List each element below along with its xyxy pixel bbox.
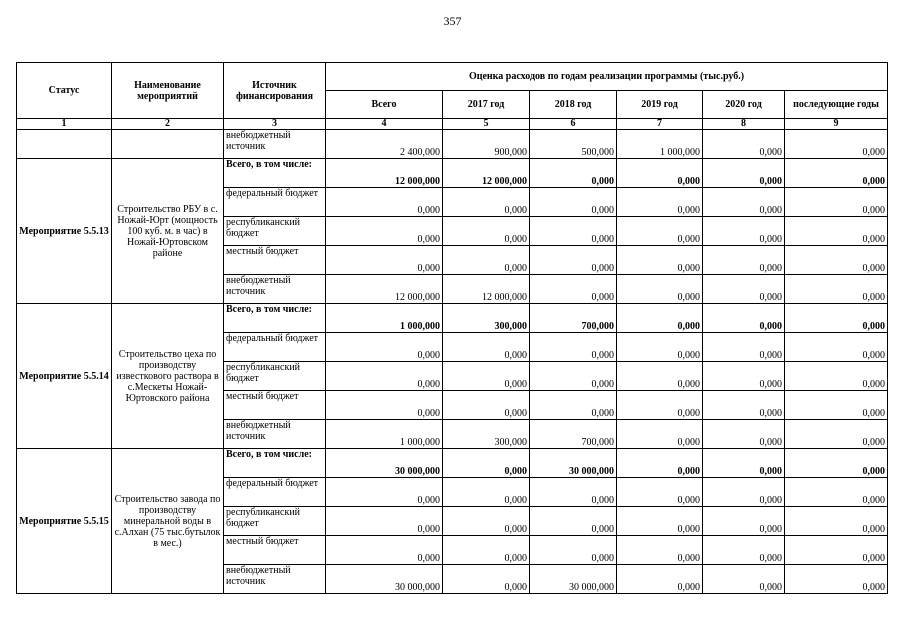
value-cell: 0,000 xyxy=(703,420,785,449)
header-name: Наименование мероприятий xyxy=(112,63,224,119)
value-cell: 0,000 xyxy=(443,362,530,391)
table-body xyxy=(17,130,888,594)
value-cell: 12 000,000 xyxy=(443,275,530,304)
value-cell: 0,000 xyxy=(617,565,703,594)
value-cell: 12 000,000 xyxy=(443,159,530,188)
value-cell: 0,000 xyxy=(326,333,443,362)
value-cell: 0,000 xyxy=(530,275,617,304)
source-cell: республиканский бюджет xyxy=(224,362,326,391)
value-cell: 0,000 xyxy=(617,159,703,188)
value-cell: 0,000 xyxy=(530,246,617,275)
value-cell: 0,000 xyxy=(326,478,443,507)
name-cell: Строительство РБУ в с. Ножай-Юрт (мощность 100 куб. м. в час) в Ножай-Юртовском районе xyxy=(112,159,224,304)
status-cell: Мероприятие 5.5.13 xyxy=(17,159,112,304)
value-cell: 30 000,000 xyxy=(530,565,617,594)
name-cell xyxy=(112,130,224,159)
value-cell: 0,000 xyxy=(530,391,617,420)
value-cell: 500,000 xyxy=(530,130,617,159)
value-cell: 700,000 xyxy=(530,420,617,449)
source-cell: Всего, в том числе: xyxy=(224,449,326,478)
table-row xyxy=(17,304,888,333)
value-cell: 30 000,000 xyxy=(326,565,443,594)
column-number: 2 xyxy=(112,119,224,130)
source-cell: местный бюджет xyxy=(224,391,326,420)
value-cell: 0,000 xyxy=(703,188,785,217)
value-cell: 0,000 xyxy=(617,420,703,449)
value-cell: 0,000 xyxy=(326,536,443,565)
header-2017: 2017 год xyxy=(443,91,530,119)
name-cell: Строительство цеха по производству известкового раствора в с.Мескеты Ножай-Юртовского района xyxy=(112,304,224,449)
header-later-years: последующие годы xyxy=(785,91,888,119)
value-cell: 0,000 xyxy=(785,304,888,333)
value-cell: 0,000 xyxy=(443,507,530,536)
source-cell: федеральный бюджет xyxy=(224,333,326,362)
value-cell: 0,000 xyxy=(617,188,703,217)
value-cell: 0,000 xyxy=(703,478,785,507)
value-cell: 0,000 xyxy=(443,565,530,594)
source-cell: местный бюджет xyxy=(224,536,326,565)
source-cell: местный бюджет xyxy=(224,246,326,275)
value-cell: 0,000 xyxy=(617,478,703,507)
value-cell: 0,000 xyxy=(530,159,617,188)
value-cell: 0,000 xyxy=(785,565,888,594)
header-total: Всего xyxy=(326,91,443,119)
value-cell: 0,000 xyxy=(703,536,785,565)
column-number-row xyxy=(17,119,888,130)
value-cell: 0,000 xyxy=(617,362,703,391)
source-cell: Всего, в том числе: xyxy=(224,159,326,188)
value-cell: 0,000 xyxy=(785,159,888,188)
column-number: 9 xyxy=(785,119,888,130)
value-cell: 0,000 xyxy=(617,275,703,304)
value-cell: 0,000 xyxy=(326,188,443,217)
column-number: 4 xyxy=(326,119,443,130)
source-cell: республиканский бюджет xyxy=(224,217,326,246)
value-cell: 0,000 xyxy=(443,333,530,362)
value-cell: 0,000 xyxy=(617,507,703,536)
value-cell: 0,000 xyxy=(326,362,443,391)
value-cell: 0,000 xyxy=(443,246,530,275)
value-cell: 0,000 xyxy=(530,507,617,536)
value-cell: 1 000,000 xyxy=(326,420,443,449)
header-row-top xyxy=(17,63,888,91)
value-cell: 0,000 xyxy=(785,188,888,217)
table-row xyxy=(17,449,888,478)
value-cell: 0,000 xyxy=(703,246,785,275)
name-cell: Строительство завода по производству минеральной воды в с.Алхан (75 тыс.бутылок в мес.) xyxy=(112,449,224,594)
source-cell: внебюджетный источник xyxy=(224,565,326,594)
value-cell: 0,000 xyxy=(785,217,888,246)
column-number: 8 xyxy=(703,119,785,130)
value-cell: 0,000 xyxy=(617,333,703,362)
header-estimate: Оценка расходов по годам реализации программы (тыс.руб.) xyxy=(326,63,888,91)
header-2019: 2019 год xyxy=(617,91,703,119)
value-cell: 0,000 xyxy=(530,478,617,507)
value-cell: 0,000 xyxy=(617,304,703,333)
value-cell: 0,000 xyxy=(703,507,785,536)
value-cell: 30 000,000 xyxy=(326,449,443,478)
value-cell: 0,000 xyxy=(530,333,617,362)
status-cell xyxy=(17,130,112,159)
value-cell: 0,000 xyxy=(530,188,617,217)
value-cell: 0,000 xyxy=(785,130,888,159)
value-cell: 0,000 xyxy=(703,130,785,159)
source-cell: федеральный бюджет xyxy=(224,478,326,507)
column-number: 5 xyxy=(443,119,530,130)
value-cell: 0,000 xyxy=(326,246,443,275)
value-cell: 12 000,000 xyxy=(326,159,443,188)
header-2020: 2020 год xyxy=(703,91,785,119)
value-cell: 0,000 xyxy=(785,449,888,478)
value-cell: 0,000 xyxy=(617,217,703,246)
value-cell: 700,000 xyxy=(530,304,617,333)
header-status: Статус xyxy=(17,63,112,119)
value-cell: 12 000,000 xyxy=(326,275,443,304)
value-cell: 0,000 xyxy=(443,536,530,565)
value-cell: 900,000 xyxy=(443,130,530,159)
value-cell: 0,000 xyxy=(785,362,888,391)
value-cell: 0,000 xyxy=(785,246,888,275)
value-cell: 0,000 xyxy=(326,217,443,246)
value-cell: 0,000 xyxy=(326,507,443,536)
value-cell: 0,000 xyxy=(703,333,785,362)
value-cell: 0,000 xyxy=(785,391,888,420)
value-cell: 0,000 xyxy=(785,420,888,449)
column-number: 7 xyxy=(617,119,703,130)
column-number: 1 xyxy=(17,119,112,130)
budget-table xyxy=(16,62,888,594)
value-cell: 0,000 xyxy=(530,217,617,246)
table-row xyxy=(17,130,888,159)
value-cell: 0,000 xyxy=(703,275,785,304)
source-cell: федеральный бюджет xyxy=(224,188,326,217)
value-cell: 0,000 xyxy=(617,246,703,275)
value-cell: 0,000 xyxy=(617,449,703,478)
value-cell: 0,000 xyxy=(703,159,785,188)
status-cell: Мероприятие 5.5.15 xyxy=(17,449,112,594)
source-cell: внебюджетный источник xyxy=(224,420,326,449)
value-cell: 0,000 xyxy=(785,536,888,565)
table-row xyxy=(17,159,888,188)
value-cell: 0,000 xyxy=(326,391,443,420)
value-cell: 2 400,000 xyxy=(326,130,443,159)
value-cell: 0,000 xyxy=(443,478,530,507)
value-cell: 0,000 xyxy=(703,217,785,246)
source-cell: внебюджетный источник xyxy=(224,130,326,159)
column-number: 3 xyxy=(224,119,326,130)
value-cell: 0,000 xyxy=(530,362,617,391)
source-cell: Всего, в том числе: xyxy=(224,304,326,333)
value-cell: 0,000 xyxy=(703,362,785,391)
value-cell: 0,000 xyxy=(785,478,888,507)
value-cell: 0,000 xyxy=(785,275,888,304)
value-cell: 30 000,000 xyxy=(530,449,617,478)
value-cell: 0,000 xyxy=(443,217,530,246)
value-cell: 0,000 xyxy=(785,333,888,362)
value-cell: 0,000 xyxy=(530,536,617,565)
value-cell: 0,000 xyxy=(617,536,703,565)
value-cell: 0,000 xyxy=(443,449,530,478)
page-number: 357 xyxy=(443,14,462,28)
value-cell: 0,000 xyxy=(443,391,530,420)
value-cell: 0,000 xyxy=(703,449,785,478)
value-cell: 1 000,000 xyxy=(617,130,703,159)
value-cell: 0,000 xyxy=(785,507,888,536)
value-cell: 0,000 xyxy=(703,565,785,594)
header-source: Источник финансирования xyxy=(224,63,326,119)
header-2018: 2018 год xyxy=(530,91,617,119)
value-cell: 0,000 xyxy=(617,391,703,420)
status-cell: Мероприятие 5.5.14 xyxy=(17,304,112,449)
source-cell: внебюджетный источник xyxy=(224,275,326,304)
value-cell: 1 000,000 xyxy=(326,304,443,333)
source-cell: республиканский бюджет xyxy=(224,507,326,536)
value-cell: 300,000 xyxy=(443,420,530,449)
column-number: 6 xyxy=(530,119,617,130)
value-cell: 300,000 xyxy=(443,304,530,333)
value-cell: 0,000 xyxy=(703,391,785,420)
value-cell: 0,000 xyxy=(703,304,785,333)
value-cell: 0,000 xyxy=(443,188,530,217)
